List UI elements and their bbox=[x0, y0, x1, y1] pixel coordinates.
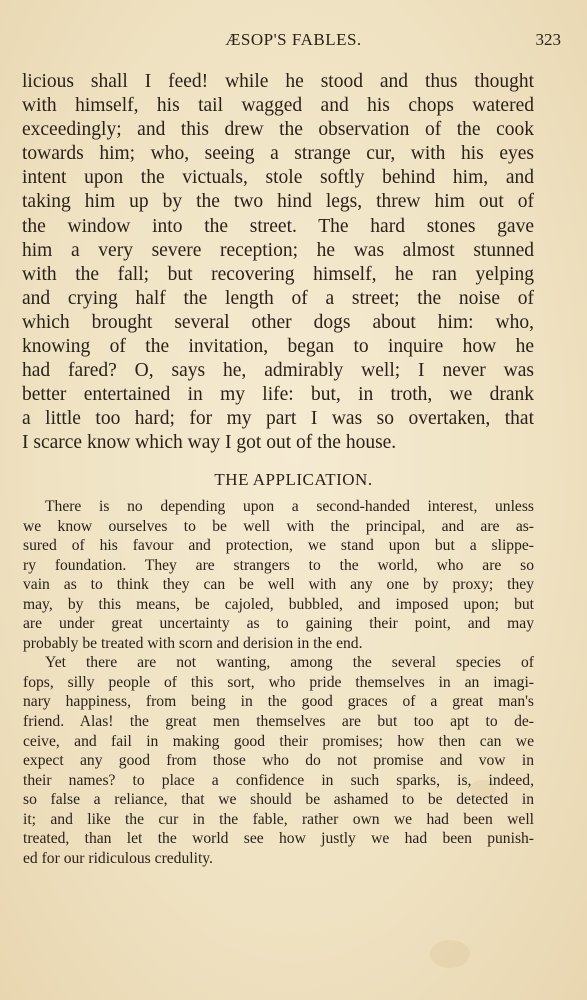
paragraph-line: treated, than let the world see how justly we had been punish- bbox=[23, 830, 534, 848]
paragraph-line: it; and like the cur in the fable, rather own we had been well bbox=[23, 810, 534, 828]
paragraph-line: friend. Alas! the great men themselves are but too apt to de- bbox=[23, 713, 534, 731]
text-line: intent upon the victuals, stole softly behind him, and bbox=[22, 167, 534, 189]
text-line: him a very severe reception; he was almost stunned bbox=[22, 239, 534, 261]
paragraph-line: ceive, and fail in making good their promises; how then can we bbox=[23, 732, 534, 750]
text-line: knowing of the invitation, began to inquire how he bbox=[22, 336, 534, 358]
fable-text bbox=[22, 70, 534, 456]
page-header bbox=[0, 30, 587, 54]
paragraph-line: their names? to place a confidence in such sparks, is, indeed, bbox=[23, 771, 534, 789]
paragraph-line: are under great uncertainty as to gaining their point, and may bbox=[23, 615, 534, 633]
paragraph-line: expect any good from those who do not promise and vow in bbox=[23, 752, 534, 770]
text-line: exceedingly; and this drew the observation of the cook bbox=[22, 119, 534, 141]
text-line: a little too hard; for my part I was so overtaken, that bbox=[22, 408, 534, 430]
text-line: better entertained in my life: but, in troth, we drank bbox=[22, 384, 534, 406]
paper-stain bbox=[430, 940, 470, 968]
application-text bbox=[23, 497, 534, 868]
paragraph-line: Yet there are not wanting, among the several species of bbox=[45, 654, 534, 672]
paragraph-line: There is no depending upon a second-handed interest, unless bbox=[45, 498, 534, 515]
paragraph-line: we know ourselves to be well with the principal, and are as- bbox=[23, 517, 534, 535]
text-line: which brought several other dogs about him: who, bbox=[22, 311, 534, 333]
paragraph-line: nary happiness, from being in the good graces of a great man's bbox=[23, 693, 534, 711]
paragraph-line: ry foundation. They are strangers to the world, who are so bbox=[23, 556, 534, 574]
text-line: with himself, his tail wagged and his chops watered bbox=[22, 95, 534, 117]
paragraph-line: ed for our ridiculous credulity. bbox=[23, 849, 213, 867]
running-title: ÆSOP'S FABLES. bbox=[225, 30, 362, 49]
paragraph-line: fops, silly people of this sort, who pride themselves in an imagi- bbox=[23, 673, 534, 691]
text-line: and crying half the length of a street; the noise of bbox=[22, 287, 534, 309]
text-line: licious shall I feed! while he stood and thus thought bbox=[22, 71, 534, 92]
paragraph-line: so false a reliance, that we should be ashamed to be detected in bbox=[23, 791, 534, 809]
paragraph-line: sured of his favour and protection, we stand upon but a slippe- bbox=[23, 537, 534, 555]
paragraph-line: probably be treated with scorn and derision in the end. bbox=[23, 634, 363, 652]
section-heading: THE APPLICATION. bbox=[214, 470, 373, 489]
text-line: towards him; who, seeing a strange cur, with his eyes bbox=[22, 143, 534, 165]
paragraph-line: may, by this means, be cajoled, bubbled, and imposed upon; but bbox=[23, 595, 534, 613]
text-line: I scarce know which way I got out of the house. bbox=[22, 432, 397, 454]
page-number: 323 bbox=[535, 30, 561, 49]
text-line: had fared? O, says he, admirably well; I never was bbox=[22, 360, 534, 382]
text-line: with the fall; but recovering himself, he ran yelping bbox=[22, 263, 534, 285]
text-line: the window into the street. The hard stones gave bbox=[22, 215, 534, 237]
paragraph-line: vain as to think they can be well with any one by proxy; they bbox=[23, 576, 534, 594]
text-line: taking him up by the two hind legs, threw him out of bbox=[22, 191, 534, 213]
